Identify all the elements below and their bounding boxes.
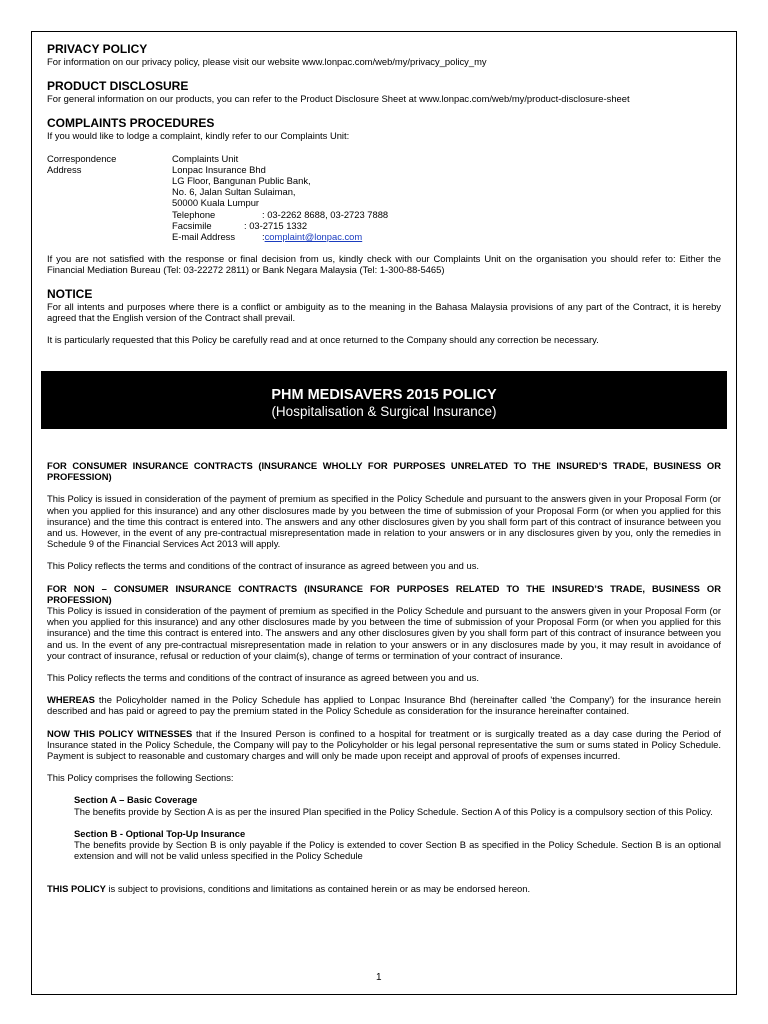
section-a-title: Section A – Basic Coverage	[74, 794, 198, 806]
address-line: No. 6, Jalan Sultan Sulaiman,	[172, 186, 296, 198]
policy-title-banner	[41, 371, 727, 429]
privacy-heading: PRIVACY POLICY	[47, 42, 148, 56]
consumer-heading: FOR CONSUMER INSURANCE CONTRACTS (INSURANCE WHOLLY FOR PURPOSES UNRELATED TO THE INSURED’S TRADE, BUSINESS OR PROFESSION)	[47, 460, 721, 483]
fax-label: Facsimile	[172, 219, 212, 231]
telephone-label: Telephone	[172, 208, 216, 220]
whereas-text: the Policyholder named in the Policy Schedule has applied to Lonpac Insurance Bhd (hereinafter called 'the Company') for the insurance herein described and has paid or agreed to pay the premium stated in the Policy Schedule as consideration for the insurance hereinafter contained.	[47, 694, 721, 717]
front-matter	[47, 42, 721, 345]
complaints-escalation: If you are not satisfied with the response or final decision from us, kindly check with our Complaints Unit on the organisation you should refer to: Either the Financial Mediation Bureau (Tel: 03-22272 2811) or Bank Negara Malaysia (Tel: 1-300-88-5465)	[47, 253, 721, 276]
address-label-1: Correspondence	[47, 152, 117, 164]
consumer-text: This Policy is issued in consideration of the payment of premium as specified in the Policy Schedule and pursuant to the answers given in your Proposal Form (or when you applied for this insurance) and any other disclosures made by you between the time of submission of your Proposal Form (or when you applied for this insurance) and the time this contract is entered into. The answers and any other disclosures given by you shall form part of this contract of insurance between you and us. However, in the event of any pre-contractual misrepresentation made in relation to your answers or in any disclosures given by you, only the remedies in Schedule 9 of the Financial Services Act 2013 will apply.	[47, 493, 721, 550]
nonconsumer-text: This Policy is issued in consideration of the payment of premium as specified in the Policy Schedule and pursuant to the answers given in your Proposal Form (or when you applied for this insurance) and any other disclosures made by you between the time of submission of your Proposal Form (or when you applied for this insurance) and the time this contract is entered into. The answers and any other disclosures given by you shall form part of this contract of insurance between you and us. In the event of any pre-contractual misrepresentation made in relation to your answers or in any disclosures made by you, it may result in avoidance of your contract of insurance, refusal or reduction of your claim(s), change of terms or termination of your contract of insurance.	[47, 605, 721, 661]
consumer-reflects: This Policy reflects the terms and conditions of the contract of insurance as agreed between you and us.	[47, 560, 480, 572]
closing-clause	[47, 883, 721, 894]
email-label: E-mail Address	[172, 231, 236, 243]
complaints-heading: COMPLAINTS PROCEDURES	[47, 116, 215, 131]
address-line: LG Floor, Bangunan Public Bank,	[172, 175, 311, 187]
disclosure-heading: PRODUCT DISCLOSURE	[47, 79, 189, 94]
fax-value: : 03-2715 1332	[244, 219, 308, 231]
section-b-title: Section B - Optional Top-Up Insurance	[74, 827, 246, 839]
section-b	[74, 828, 721, 862]
disclosure-text: For general information on our products, you can refer to the Product Disclosure Sheet at www.lonpac.com/web/my/product-disclosure-sheet	[47, 93, 630, 105]
complaints-address-block	[47, 153, 721, 243]
closing-text: is subject to provisions, conditions and limitations as contained herein or as may be endorsed hereon.	[105, 883, 531, 895]
privacy-text: For information on our privacy policy, please visit our website www.lonpac.com/web/my/privacy_policy_my	[47, 56, 487, 67]
complaints-intro: If you would like to lodge a complaint, kindly refer to our Complaints Unit:	[47, 130, 350, 142]
address-line: Complaints Unit	[172, 152, 239, 164]
section-a	[74, 794, 721, 816]
notice-text-2: It is particularly requested that this Policy be carefully read and at once returned to the Company should any correction be necessary.	[47, 334, 599, 346]
telephone-value: : 03-2262 8688, 03-2723 7888	[262, 208, 389, 220]
page-number: 1	[376, 972, 382, 983]
witnesses-lead: NOW THIS POLICY WITNESSES	[47, 727, 193, 739]
notice-heading: NOTICE	[47, 286, 93, 301]
sections-intro: This Policy comprises the following Sections:	[47, 772, 234, 784]
telephone-row	[172, 209, 388, 220]
witnesses-clause	[47, 728, 721, 762]
fax-row	[172, 220, 388, 231]
address-label-2: Address	[47, 163, 82, 175]
policy-body	[47, 460, 721, 895]
email-link[interactable]: complaint@lonpac.com	[264, 231, 363, 243]
address-line: 50000 Kuala Lumpur	[172, 197, 260, 209]
email-row	[172, 231, 388, 242]
policy-subtitle: (Hospitalisation & Surgical Insurance)	[271, 404, 497, 419]
closing-lead: THIS POLICY	[47, 883, 106, 895]
policy-title: PHM MEDISAVERS 2015 POLICY	[271, 387, 497, 403]
whereas-lead: WHEREAS	[47, 694, 95, 706]
address-line: Lonpac Insurance Bhd	[172, 163, 266, 175]
nonconsumer-reflects: This Policy reflects the terms and conditions of the contract of insurance as agreed between you and us.	[47, 672, 480, 684]
whereas-clause	[47, 694, 721, 716]
section-b-text: The benefits provide by Section B is only payable if the Policy is extended to cover Section B as specified in the Policy Schedule. Section B is an optional extension and will not be valid unless specified in the Policy Schedule	[74, 839, 721, 862]
email-separator: :	[262, 231, 265, 243]
witnesses-text: that if the Insured Person is confined to a hospital for treatment or is surgically treated as a day case during the Period of Insurance stated in the Policy Schedule, the Company will pay to the Policyholder or his legal personal representative the sum or sums stated in Policy Schedule. Payment is subject to reasonable and customary charges and will only be made upon receipt and approval of proofs of expenses incurred.	[47, 727, 722, 762]
section-a-text: The benefits provide by Section A is as per the insured Plan specified in the Policy Schedule. Section A of this Policy is a compulsory section of this Policy.	[74, 805, 713, 817]
nonconsumer-heading: FOR NON – CONSUMER INSURANCE CONTRACTS (INSURANCE FOR PURPOSES RELATED TO THE INSURED’S TRADE, BUSINESS OR PROFESSION)	[47, 582, 721, 605]
notice-text-1: For all intents and purposes where there is a conflict or ambiguity as to the meaning in the Bahasa Malaysia provisions of any part of the Contract, it is hereby agreed that the English version of the Contract shall prevail.	[47, 300, 721, 323]
